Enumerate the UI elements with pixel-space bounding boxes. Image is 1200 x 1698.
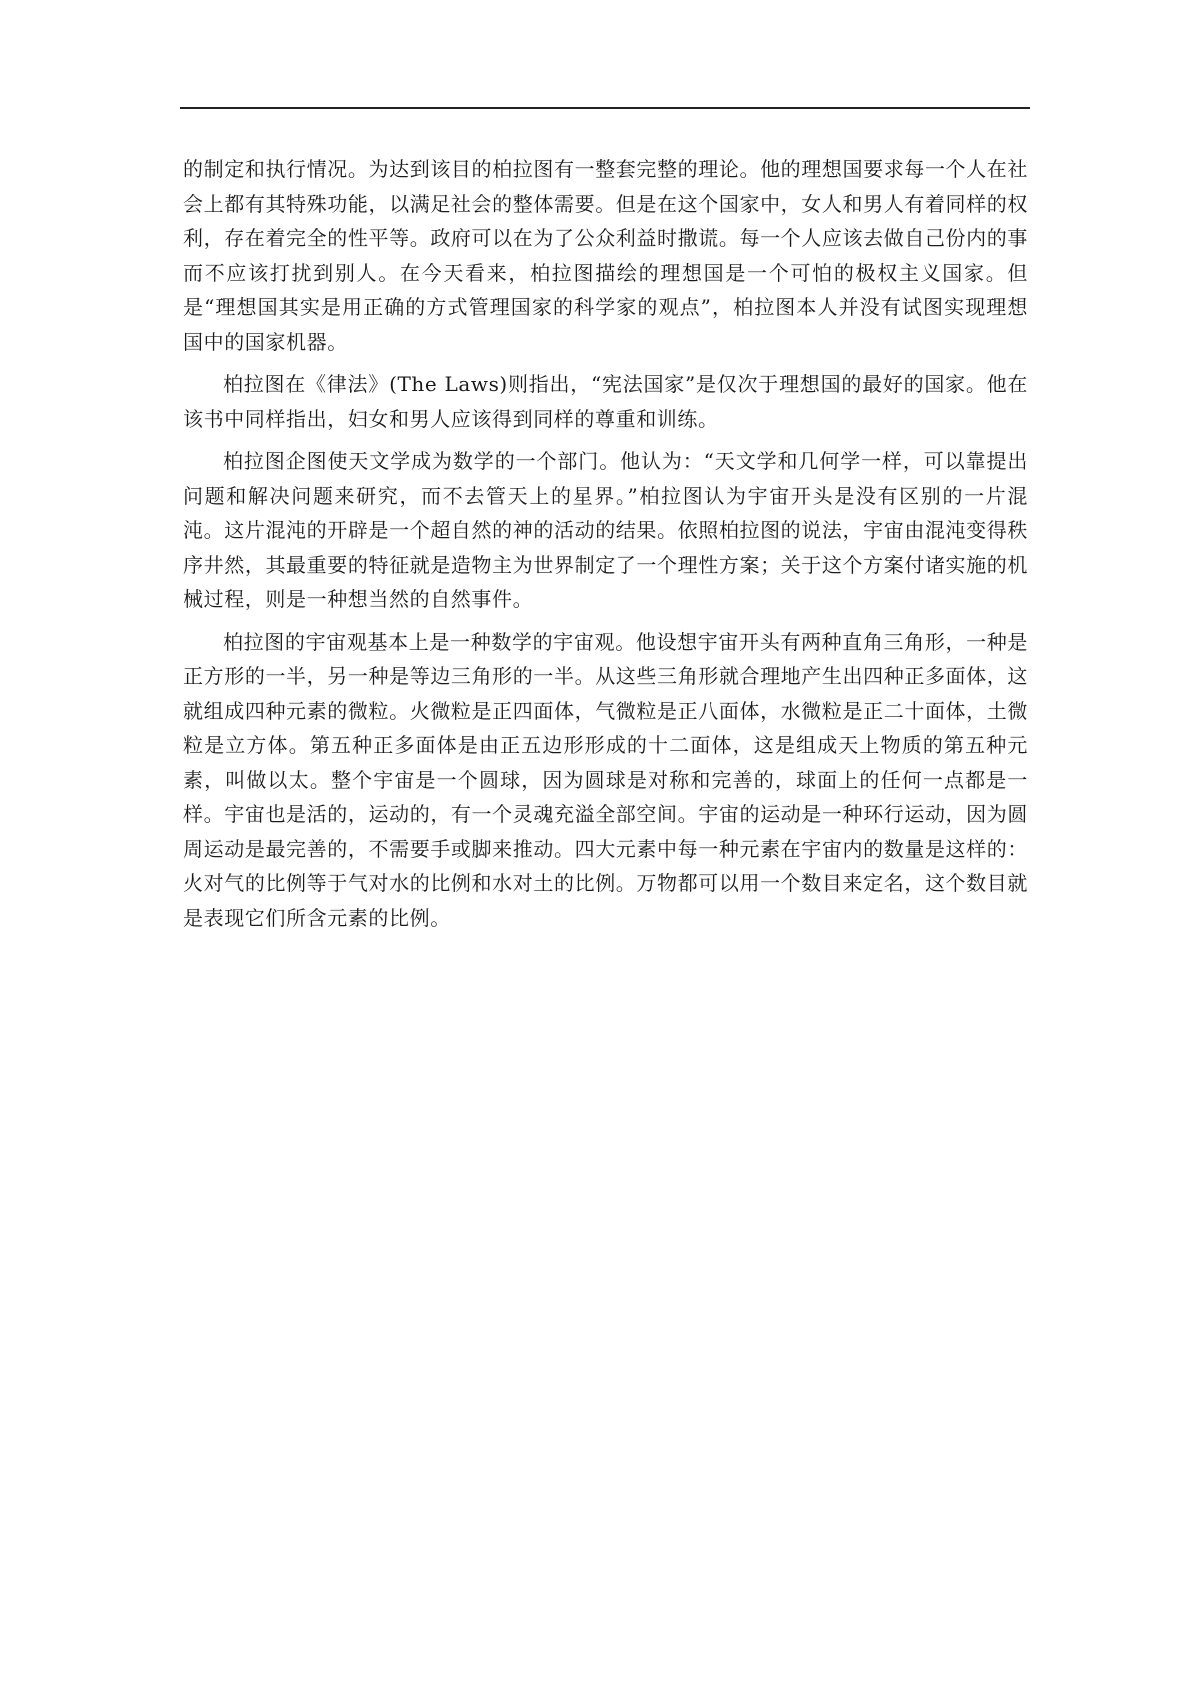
document-body — [183, 152, 1028, 943]
header-rule — [180, 107, 1030, 109]
paragraph-cosmology: 柏拉图的宇宙观基本上是一种数学的宇宙观。他设想宇宙开头有两种直角三角形，一种是正方形的一半，另一种是等边三角形的一半。从这些三角形就合理地产生出四种正多面体，这就组成四种元素的微粒。火微粒是正四面体，气微粒是正八面体，水微粒是正二十面体，土微粒是立方体。第五种正多面体是由正五边形形成的十二面体，这是组成天上物质的第五种元素，叫做以太。整个宇宙是一个圆球，因为圆球是对称和完善的，球面上的任何一点都是一样。宇宙也是活的，运动的，有一个灵魂充溢全部空间。宇宙的运动是一种环行运动，因为圆周运动是最完善的，不需要手或脚来推动。四大元素中每一种元素在宇宙内的数量是这样的：火对气的比例等于气对水的比例和水对土的比例。万物都可以用一个数目来定名，这个数目就是表现它们所含元素的比例。 — [183, 629, 1028, 930]
paragraph-laws: 柏拉图在《律法》(The Laws)则指出，“宪法国家”是仅次于理想国的最好的国家。他在该书中同样指出，妇女和男人应该得到同样的尊重和训练。 — [183, 372, 1028, 431]
paragraph-continuation: 的制定和执行情况。为达到该目的柏拉图有一整套完整的理论。他的理想国要求每一个人在社会上都有其特殊功能，以满足社会的整体需要。但是在这个国家中，女人和男人有着同样的权利，存在着完全的性平等。政府可以在为了公众利益时撒谎。每一个人应该去做自己份内的事而不应该打扰到别人。在今天看来，柏拉图描绘的理想国是一个可怕的极权主义国家。但是“理想国其实是用正确的方式管理国家的科学家的观点”，柏拉图本人并没有试图实现理想国中的国家机器。 — [183, 157, 1028, 354]
paragraph-astronomy: 柏拉图企图使天文学成为数学的一个部门。他认为：“天文学和几何学一样，可以靠提出问题和解决问题来研究，而不去管天上的星界。”柏拉图认为宇宙开头是没有区别的一片混沌。这片混沌的开辟是一个超自然的神的活动的结果。依照柏拉图的说法，宇宙由混沌变得秩序井然，其最重要的特征就是造物主为世界制定了一个理性方案；关于这个方案付诸实施的机械过程，则是一种想当然的自然事件。 — [183, 449, 1028, 611]
